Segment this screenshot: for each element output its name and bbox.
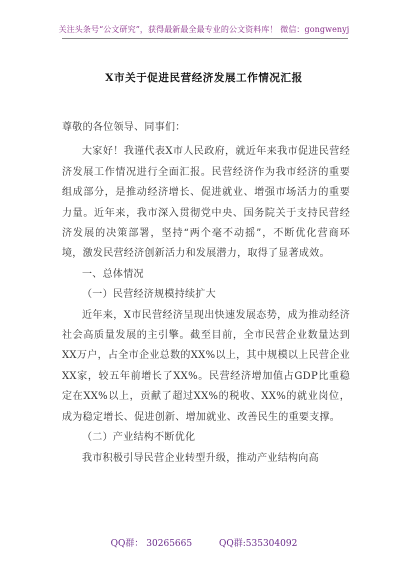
- footer-qq-group-1: QQ群： 30265665: [110, 539, 193, 549]
- salutation: 尊敬的各位领导、同事们：: [62, 122, 186, 133]
- paragraph-intro: 大家好！我谨代表X市人民政府，就近年来我市促进民营经济发展工作情况进行全面汇报。民营经济作为我市经济的重要组成部分，是推动经济增长、促进就业、增强市场活力的重要力量。近年来，我市深入贯彻党中央、国务院关于支持民营经济发展的决策部署，坚持“两个毫不动摇”，不断优化营商环境，激发民营经济创新活力和发展潜力，取得了显著成效。: [62, 146, 350, 260]
- subsection-heading-scale: （一）民营经济规模持续扩大: [82, 289, 216, 301]
- paragraph-scale: 近年来，X市民营经济呈现出快速发展态势，成为推动经济社会高质量发展的主引擎。截至目前，全市民营企业数量达到XX万户，占全市企业总数的XX%以上，其中规模以上民营企业XX家，较五年前增长了XX%。民营经济增加值占GDP比重稳定在XX%以上，贡献了超过XX%的税收、XX%的就业岗位，成为稳定增长、促进创新、增加就业、改善民生的重要支撑。: [62, 309, 350, 423]
- section-heading-overview: 一、总体情况: [82, 268, 144, 280]
- document-title: X市关于促进民营经济发展工作情况汇报: [105, 72, 303, 84]
- paragraph-structure: 我市积极引导民营企业转型升级，推动产业结构向高: [82, 452, 319, 464]
- page-header-note: 关注头条号“公文研究”，获得最新最全最专业的公文资料库！ 微信：gongwenyj: [58, 25, 350, 34]
- subsection-heading-structure: （二）产业结构不断优化: [82, 432, 196, 444]
- page-footer: [0, 536, 408, 549]
- document-body: [62, 118, 350, 469]
- footer-qq-group-2: QQ群:535304092: [218, 539, 298, 549]
- header-divider: [62, 38, 348, 39]
